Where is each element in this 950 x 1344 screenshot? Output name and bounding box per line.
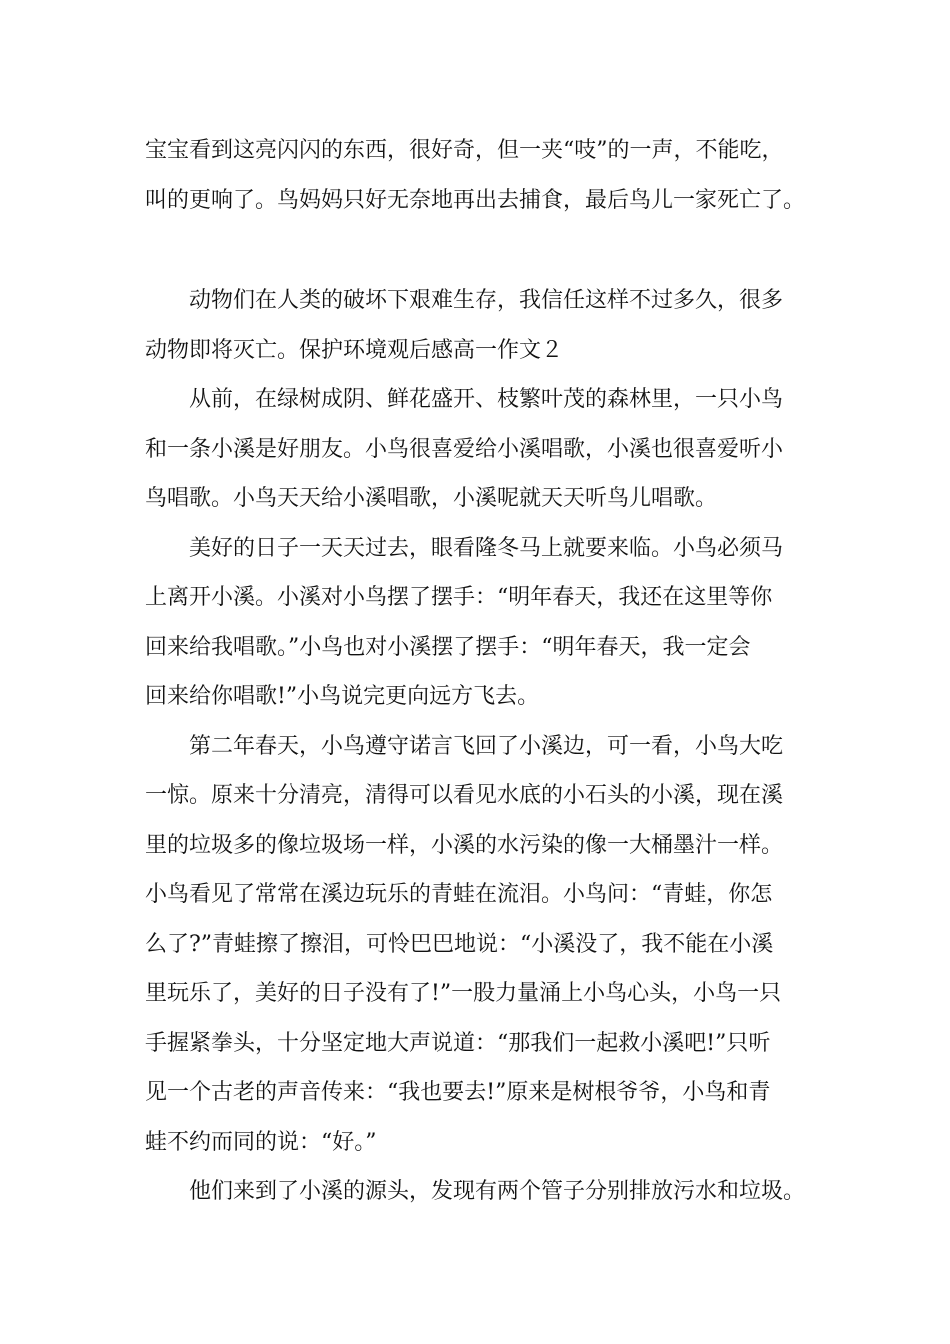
text-line: 手握紧拳头，十分坚定地大声说道：“那我们一起救小溪吧!”只听 xyxy=(145,1030,771,1056)
paragraph-story-start xyxy=(145,375,825,524)
text-line: 回来给我唱歌。”小鸟也对小溪摆了摆手：“明年春天，我一定会 xyxy=(145,634,751,660)
text-line: 他们来到了小溪的源头，发现有两个管子分别排放污水和垃圾。 xyxy=(189,1179,806,1204)
text-line: 小鸟看见了常常在溪边玩乐的青蛙在流泪。小鸟问：“青蛙，你怎 xyxy=(145,882,773,907)
text-line: 从前，在绿树成阴、鲜花盛开、枝繁叶茂的森林里，一只小鸟 xyxy=(189,387,784,412)
text-line: 美好的日子一天天过去，眼看隆冬马上就要来临。小鸟必须马 xyxy=(189,535,784,561)
text-line: 宝宝看到这亮闪闪的东西，很好奇，但一夹“吱”的一声，不能吃， xyxy=(145,138,784,163)
text-line: 么了?”青蛙擦了擦泪，可怜巴巴地说：“小溪没了，我不能在小溪 xyxy=(145,931,774,957)
text-line: 第二年春天，小鸟遵守诺言飞回了小溪边，可一看，小鸟大吃 xyxy=(189,733,784,759)
text-line: 一惊。原来十分清亮，清得可以看见水底的小石头的小溪，现在溪 xyxy=(145,783,784,808)
text-line: 回来给你唱歌!”小鸟说完更向远方飞去。 xyxy=(145,684,540,709)
text-line: 蛙不约而同的说：“好。” xyxy=(145,1129,377,1155)
text-line: 和一条小溪是好朋友。小鸟很喜爱给小溪唱歌，小溪也很喜爱听小 xyxy=(145,436,784,462)
text-line: 叫的更响了。鸟妈妈只好无奈地再出去捕食，最后鸟儿一家死亡了。 xyxy=(145,187,806,213)
paragraph-spring xyxy=(145,722,825,1168)
text-line: 见一个古老的声音传来：“我也要去!”原来是树根爷爷，小鸟和青 xyxy=(145,1080,771,1105)
paragraph-animals xyxy=(145,276,825,375)
text-line: 鸟唱歌。小鸟天天给小溪唱歌，小溪呢就天天听鸟儿唱歌。 xyxy=(145,486,718,511)
text-line: 上离开小溪。小溪对小鸟摆了摆手：“明年春天，我还在这里等你 xyxy=(145,585,773,610)
paragraph-winter xyxy=(145,524,825,722)
text-line: 里玩乐了，美好的日子没有了!”一股力量涌上小鸟心头，小鸟一只 xyxy=(145,981,782,1006)
text-line: 动物即将灭亡。保护环境观后感高一作文２ xyxy=(145,337,564,363)
paragraph-source xyxy=(145,1167,825,1217)
text-line: 动物们在人类的破坏下艰难生存，我信任这样不过多久，很多 xyxy=(189,288,784,313)
main-text xyxy=(145,276,825,1217)
paragraph-continued xyxy=(145,126,825,225)
text-line: 里的垃圾多的像垃圾场一样，小溪的水污染的像一大桶墨汁一样。 xyxy=(145,832,784,858)
